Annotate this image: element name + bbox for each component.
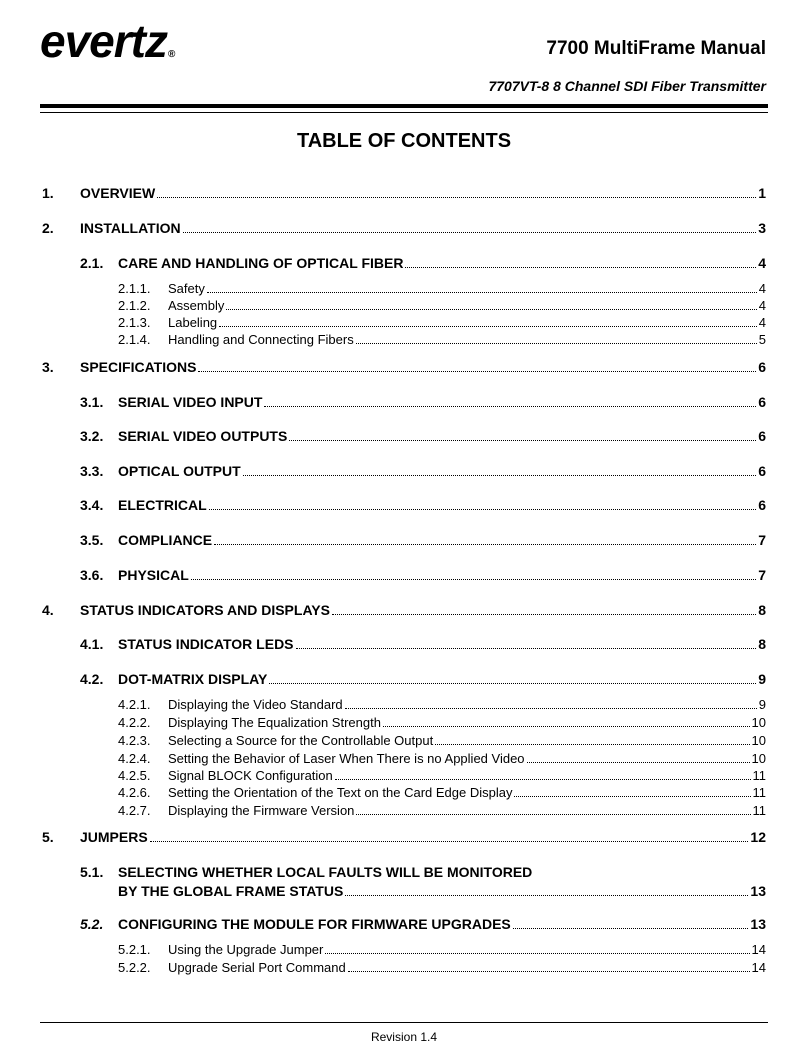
toc-number: 4.2.7.: [118, 803, 151, 818]
toc-entry-2-1-3[interactable]: [118, 316, 766, 329]
toc-number: 4.: [42, 602, 54, 618]
toc-page: 11: [752, 768, 766, 783]
toc-number: 4.2.: [80, 671, 104, 687]
toc-title-text: PHYSICAL: [118, 567, 189, 583]
toc-entry-2-1[interactable]: [80, 256, 766, 270]
toc-title-text: DOT-MATRIX DISPLAY: [118, 671, 268, 687]
toc-number: 3.3.: [80, 463, 104, 479]
toc-entry-4[interactable]: [42, 603, 766, 617]
toc-page: 6: [758, 428, 766, 444]
footer-rule: [40, 1022, 768, 1023]
dot-leader: [335, 779, 751, 780]
toc-title-text: Displaying the Video Standard: [168, 697, 343, 712]
toc-number: 3.6.: [80, 567, 104, 583]
toc-entry-5-2[interactable]: [80, 917, 766, 931]
dot-leader: [325, 953, 749, 954]
toc-number: 5.: [42, 829, 54, 845]
toc-title-text: CARE AND HANDLING OF OPTICAL FIBER: [118, 255, 404, 271]
dot-leader: [226, 309, 756, 310]
toc-page: 7: [758, 532, 766, 548]
toc-page: 6: [758, 394, 766, 410]
registered-mark: ®: [167, 49, 175, 60]
toc-page: 11: [752, 803, 766, 818]
dot-leader: [209, 509, 757, 510]
toc-number: 3.1.: [80, 394, 104, 410]
toc-number: 3.5.: [80, 532, 104, 548]
toc-number: 4.2.1.: [118, 697, 151, 712]
dot-leader: [332, 614, 756, 615]
logo-text: evertz: [40, 15, 167, 67]
toc-entry-5[interactable]: [42, 830, 766, 844]
toc-title-text: INSTALLATION: [80, 220, 181, 236]
toc-number: 2.1.: [80, 255, 104, 271]
dot-leader: [296, 648, 757, 649]
dot-leader: [435, 744, 749, 745]
toc-entry-5-2-1[interactable]: [118, 943, 766, 956]
revision-label: Revision 1.4: [370, 1030, 438, 1044]
dot-leader: [207, 292, 757, 293]
toc-page: 4: [758, 255, 766, 271]
dot-leader: [345, 895, 748, 896]
dot-leader: [264, 406, 756, 407]
dot-leader: [527, 762, 750, 763]
toc-entry-3-6[interactable]: [80, 568, 766, 582]
toc-entry-4-2-6[interactable]: [118, 786, 766, 799]
toc-number: 2.1.1.: [118, 281, 151, 296]
toc-title-text: Displaying the Firmware Version: [168, 803, 355, 818]
toc-page: 13: [750, 916, 766, 932]
toc-title-text: Signal BLOCK Configuration: [168, 768, 333, 783]
toc-title-text-line2: BY THE GLOBAL FRAME STATUS: [118, 883, 344, 899]
toc-entry-2-1-4[interactable]: [118, 333, 766, 346]
toc-title-text: Assembly: [168, 298, 225, 313]
toc-page: 5: [758, 332, 766, 347]
toc-title-text: SERIAL VIDEO INPUT: [118, 394, 263, 410]
toc-entry-4-2-3[interactable]: [118, 734, 766, 747]
dot-leader: [269, 683, 756, 684]
toc-title-text: Using the Upgrade Jumper: [168, 942, 324, 957]
toc-page: 9: [758, 671, 766, 687]
dot-leader: [514, 796, 750, 797]
toc-entry-3-4[interactable]: [80, 498, 766, 512]
toc-page: 10: [751, 715, 766, 730]
header-rule-thick: [40, 104, 768, 108]
toc-entry-4-2[interactable]: [80, 672, 766, 686]
dot-leader: [243, 475, 757, 476]
toc-number: 5.2.1.: [118, 942, 151, 957]
toc-title-text: Labeling: [168, 315, 218, 330]
dot-leader: [191, 579, 756, 580]
toc-page: 9: [758, 697, 766, 712]
dot-leader: [289, 440, 756, 441]
toc-entry-4-1[interactable]: [80, 637, 766, 651]
toc-title: TABLE OF CONTENTS: [296, 130, 512, 152]
toc-number: 4.2.2.: [118, 715, 151, 730]
toc-page: 13: [750, 883, 766, 899]
toc-number: 4.2.6.: [118, 785, 151, 800]
toc-entry-2[interactable]: [42, 221, 766, 235]
toc-entry-4-2-4[interactable]: [118, 752, 766, 765]
toc-entry-3-1[interactable]: [80, 395, 766, 409]
toc-entry-4-2-5[interactable]: [118, 769, 766, 782]
toc-number: 3.4.: [80, 497, 104, 513]
toc-number: 2.1.2.: [118, 298, 151, 313]
header-rule-thin: [40, 112, 768, 113]
toc-title-text: CONFIGURING THE MODULE FOR FIRMWARE UPGRADES: [118, 916, 511, 932]
dot-leader: [198, 371, 756, 372]
toc-number: 1.: [42, 185, 54, 201]
toc-number: 5.2.: [80, 916, 104, 932]
dot-leader: [214, 544, 756, 545]
toc-title-text: JUMPERS: [80, 829, 148, 845]
manual-subtitle: 7707VT-8 8 Channel SDI Fiber Transmitter: [488, 78, 766, 94]
dot-leader: [150, 841, 749, 842]
toc-number: 2.1.4.: [118, 332, 151, 347]
toc-entry-4-2-2[interactable]: [118, 716, 766, 729]
dot-leader: [383, 726, 750, 727]
manual-title: 7700 MultiFrame Manual: [546, 38, 766, 59]
toc-entry-3-2[interactable]: [80, 429, 766, 443]
toc-page: 6: [758, 497, 766, 513]
toc-number: 4.1.: [80, 636, 104, 652]
toc-page: 4: [758, 298, 766, 313]
dot-leader: [513, 928, 749, 929]
toc-page: 8: [758, 602, 766, 618]
toc-entry-2-1-1[interactable]: [118, 282, 766, 295]
toc-entry-3-3[interactable]: [80, 464, 766, 478]
toc-number: 3.2.: [80, 428, 104, 444]
toc-page: 8: [758, 636, 766, 652]
toc-title-text: STATUS INDICATORS AND DISPLAYS: [80, 602, 330, 618]
dot-leader: [345, 708, 757, 709]
toc-page: 11: [752, 785, 766, 800]
toc-number: 5.2.2.: [118, 960, 151, 975]
toc-number: 2.: [42, 220, 54, 236]
toc-title-text: ELECTRICAL: [118, 497, 207, 513]
toc-page: 12: [750, 829, 766, 845]
toc-title-text: SPECIFICATIONS: [80, 359, 197, 375]
toc-page: 14: [751, 960, 766, 975]
toc-page: 3: [758, 220, 766, 236]
toc-page: 10: [751, 733, 766, 748]
toc-page: 6: [758, 359, 766, 375]
toc-title-text: Displaying The Equalization Strength: [168, 715, 381, 730]
toc-number: 4.2.3.: [118, 733, 151, 748]
toc-title-text: Setting the Behavior of Laser When There is no Applied Video: [168, 751, 525, 766]
toc-number: 2.1.3.: [118, 315, 151, 330]
toc-title-text: SELECTING WHETHER LOCAL FAULTS WILL BE MONITORED: [118, 864, 533, 880]
toc-entry-3-5[interactable]: [80, 533, 766, 547]
toc-entry-5-1[interactable]: [80, 865, 766, 898]
toc-title-text: COMPLIANCE: [118, 532, 213, 548]
toc-entry-2-1-2[interactable]: [118, 299, 766, 312]
toc-number: 4.2.5.: [118, 768, 151, 783]
toc-number: 5.1.: [80, 864, 104, 880]
toc-title-text: STATUS INDICATOR LEDS: [118, 636, 294, 652]
toc-number: 3.: [42, 359, 54, 375]
toc-page: 1: [758, 185, 766, 201]
toc-title-text: Upgrade Serial Port Command: [168, 960, 346, 975]
evertz-logo: [40, 15, 175, 67]
toc-title-text: Handling and Connecting Fibers: [168, 332, 354, 347]
dot-leader: [356, 343, 757, 344]
toc-title-text: OPTICAL OUTPUT: [118, 463, 241, 479]
toc-page: 10: [751, 751, 766, 766]
dot-leader: [405, 267, 756, 268]
dot-leader: [356, 814, 750, 815]
toc-entry-1[interactable]: [42, 186, 766, 200]
toc-title-text: Selecting a Source for the Controllable Output: [168, 733, 434, 748]
toc-number: 4.2.4.: [118, 751, 151, 766]
toc-page: 6: [758, 463, 766, 479]
toc-entry-4-2-1[interactable]: [118, 698, 766, 711]
toc-title-text: Safety: [168, 281, 205, 296]
toc-entry-3[interactable]: [42, 360, 766, 374]
toc-entry-5-2-2[interactable]: [118, 961, 766, 974]
dot-leader: [348, 971, 750, 972]
toc-title-text: OVERVIEW: [80, 185, 156, 201]
dot-leader: [219, 326, 757, 327]
toc-page: 7: [758, 567, 766, 583]
toc-page: 14: [751, 942, 766, 957]
dot-leader: [157, 197, 756, 198]
dot-leader: [183, 232, 757, 233]
toc-title-text: Setting the Orientation of the Text on the Card Edge Display: [168, 785, 513, 800]
toc-entry-4-2-7[interactable]: [118, 804, 766, 817]
toc-page: 4: [758, 281, 766, 296]
toc-page: 4: [758, 315, 766, 330]
toc-title-text: SERIAL VIDEO OUTPUTS: [118, 428, 288, 444]
